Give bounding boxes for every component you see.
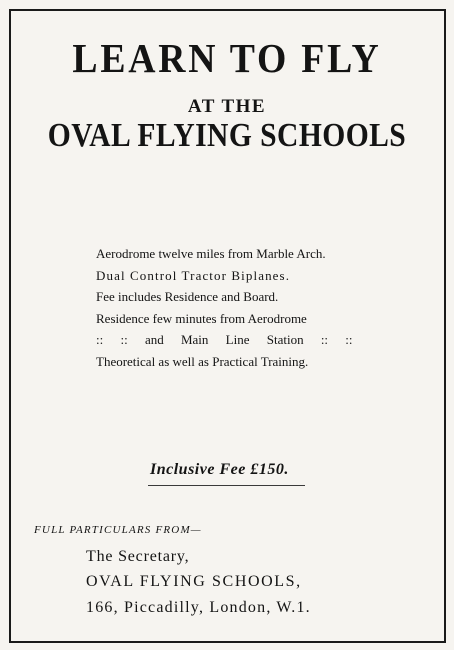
feature-fee-residence: Fee includes Residence and Board.: [96, 289, 279, 304]
address-school: OVAL FLYING SCHOOLS,: [86, 573, 302, 590]
feature-aerodrome: Aerodrome twelve miles from Marble Arch.: [96, 246, 326, 261]
feature-training: Theoretical as well as Practical Training.: [96, 353, 309, 369]
feature-biplanes: Dual Control Tractor Biplanes.: [96, 267, 291, 283]
feature-main-line-station: :: :: and Main Line Station :: ::: [96, 332, 353, 347]
feature-list: [96, 243, 396, 372]
headline-school-name: OVAL FLYING SCHOOLS: [47, 117, 407, 154]
inclusive-fee: Inclusive Fee £150.: [150, 461, 289, 478]
address-street: 166, Piccadilly, London, W.1.: [86, 599, 311, 616]
particulars-label: FULL PARTICULARS FROM—: [34, 524, 202, 536]
headline-at-the: AT THE: [187, 96, 267, 117]
address-secretary: The Secretary,: [86, 548, 190, 565]
headline-learn-to-fly: LEARN TO FLY: [72, 35, 382, 81]
feature-residence-distance: Residence few minutes from Aerodrome: [96, 310, 307, 326]
fee-underline: [148, 485, 305, 486]
